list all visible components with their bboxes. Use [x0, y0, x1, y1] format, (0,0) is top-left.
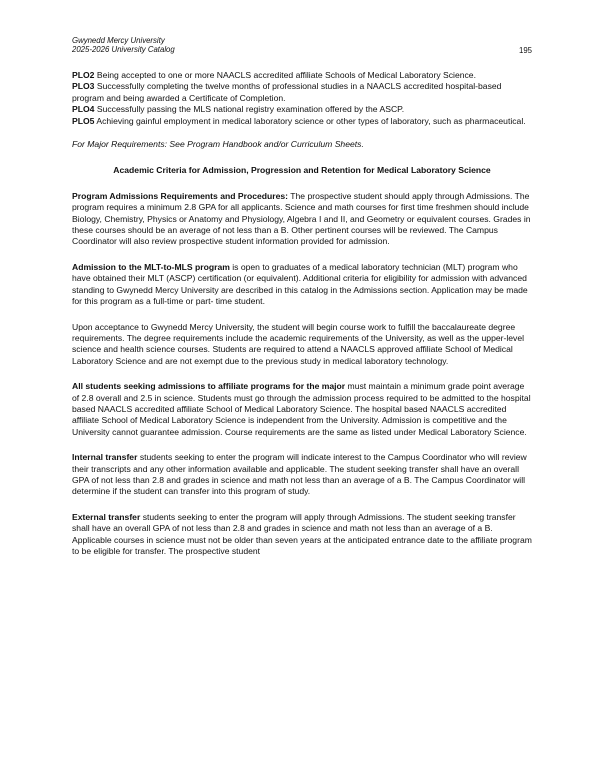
paragraph-upon-acceptance: [72, 322, 532, 368]
major-requirements-note: For Major Requirements: See Program Handbook and/or Curriculum Sheets.: [72, 139, 364, 150]
plo-label: PLO4: [72, 104, 95, 115]
page-header: [72, 36, 532, 58]
plo-text: Successfully passing the MLS national registry examination offered by the ASCP.: [94, 104, 405, 115]
section-heading: Academic Criteria for Admission, Progression and Retention for Medical Laboratory Science: [113, 165, 491, 176]
plo-label: PLO5: [72, 115, 95, 126]
paragraph-lead: Internal transfer: [72, 452, 138, 463]
paragraph-text: students seeking to enter the program will indicate interest to the Campus Coordinator who will review their transcripts and any other information available and applicable. The student seeking transfer shall have an overall GPA of not less than 2.8 and grades in science and math not less than an average of a B. The Campus Coordinator will determine if the student can transfer into this program of study.: [72, 452, 527, 497]
paragraph-text: must maintain a minimum grade point average of 2.8 overall and 2.5 in science. Students must go through the admission process required to be admitted to the hospital based NAACLS accredited affiliate School of Medical Laboratory Science. The hospital based NAACLS accredited affiliate School of Medical Laboratory Science is independent from the University. Admission is competitive and the University cannot guarantee admission. Course requirements are the same as listed under Medical Laboratory Science.: [72, 381, 531, 437]
paragraph-affiliate-programs: [72, 381, 532, 438]
page-number: 195: [518, 46, 532, 55]
plo-label: PLO3: [72, 81, 95, 92]
plo-item: [72, 70, 532, 81]
plo-item: [72, 116, 532, 127]
paragraph-text: Upon acceptance to Gwynedd Mercy University, the student will begin course work to fulfill the baccalaureate degree requirements. The degree requirements include the academic requirements of the University, as well as the upper-level science and health science courses. Students are required to attend a NAACLS approved affiliate School of Medical Laboratory Science and are not exempt due to the previous study in medical laboratory technology.: [72, 321, 525, 366]
paragraph-internal-transfer: [72, 452, 532, 498]
paragraph-lead: Program Admissions Requirements and Procedures:: [72, 190, 289, 201]
paragraph-lead: All students seeking admissions to affiliate programs for the major: [72, 381, 346, 392]
paragraph-lead: External transfer: [72, 511, 141, 522]
header-institution: Gwynedd Mercy University: [72, 36, 165, 45]
paragraph-admissions-requirements: [72, 191, 532, 248]
catalog-page: [72, 36, 532, 557]
paragraph-mlt-to-mls: [72, 262, 532, 308]
plo-label: PLO2: [72, 70, 95, 80]
plo-text: Achieving gainful employment in medical laboratory science or other types of laboratory, such as pharmaceutical.: [94, 115, 526, 126]
plo-text: Being accepted to one or more NAACLS accredited affiliate Schools of Medical Laboratory Science.: [94, 70, 476, 80]
paragraph-text: is open to graduates of a medical laboratory technician (MLT) program who have obtained their MLT (ASCP) certification (or equivalent). Additional criteria for eligibility for admission with advanced standing to Gwynedd Mercy University are described in this catalog in the Admissions section. Application may be made for this program as a full-time or part- time student.: [72, 261, 528, 307]
paragraph-lead: Admission to the MLT-to-MLS program: [72, 261, 230, 272]
header-catalog-title: 2025-2026 University Catalog: [72, 45, 175, 55]
plo-item: [72, 104, 532, 115]
paragraph-text: students seeking to enter the program will apply through Admissions. The student seeking transfer shall have an overall GPA of not less than 2.8 and grades in science and math not less than an average of a B. Applicable courses in science must not be older than seven years at the anticipated entrance date to the affiliate program to be eligible for transfer. The prospective student: [72, 511, 532, 556]
paragraph-external-transfer: [72, 512, 532, 558]
paragraph-text: The prospective student should apply through Admissions. The program requires a minimum 2.8 GPA for all applicants. Science and math courses for first time freshmen should include Biology, Chemistry, Physics or Anatomy and Physiology, Algebra I and II, and Geometry or equivalent courses. Grades in these courses should be an average of not less than a B. Other pertinent courses will be reviewed. The Campus Coordinator will also review prospective student information provided for admission.: [72, 190, 531, 247]
program-learning-outcomes: [72, 70, 532, 127]
plo-item: [72, 81, 532, 104]
plo-text: Successfully completing the twelve months of professional studies in a NAACLS accredited hospital-based program and being awarded a Certificate of Completion.: [72, 81, 502, 103]
